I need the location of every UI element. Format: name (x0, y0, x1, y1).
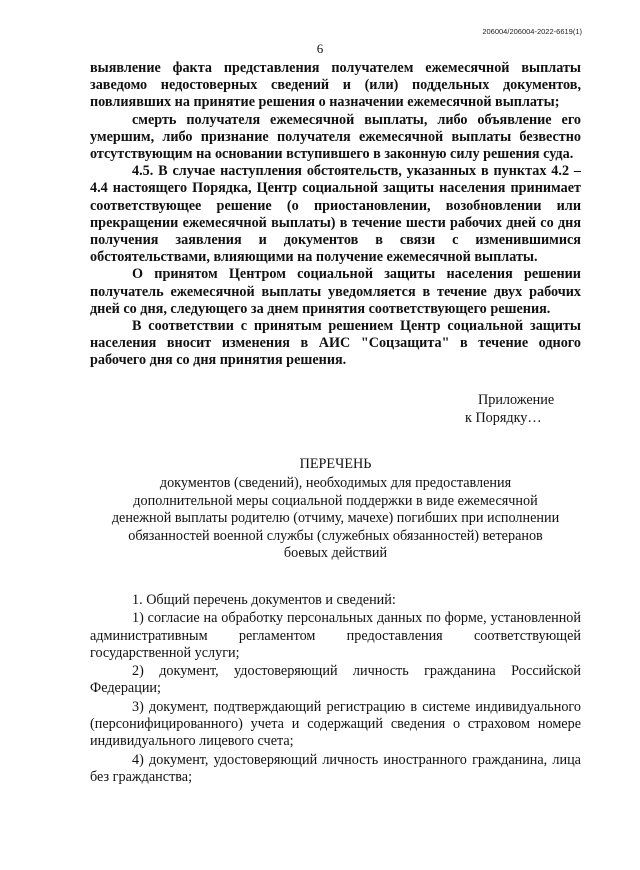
appendix-line: к Порядку… (465, 409, 542, 426)
list-subtitle-line: денежной выплаты родителю (отчиму, мачехе) погибших при исполнении (111, 510, 560, 527)
list-title (90, 456, 581, 562)
paragraph: 4.5. В случае наступления обстоятельств, указанных в пунктах 4.2 – 4.4 настоящего Порядка, Центр социальной защиты населения принимает соответствующее решение (о приостановлении, возобновлении или прекращении ежемесячной выплаты) в течение шести рабочих дней со дня получения заявления и документов в связи с изменившимися обстоятельствами, влияющими на получение ежемесячной выплаты. (90, 163, 581, 266)
document-list (90, 592, 581, 787)
list-item: 3) документ, подтверждающий регистрацию в системе индивидуального (персонифицированного) учета и содержащий сведения о страховом номере индивидуального лицевого счета; (90, 698, 581, 750)
list-item: 2) документ, удостоверяющий личность гражданина Российской Федерации; (90, 663, 581, 697)
list-item: 1) согласие на обработку персональных данных по форме, установленной административным регламентом предоставления соответствующей государственной услуги; (90, 610, 581, 661)
list-subtitle-line: боевых действий (283, 545, 388, 562)
list-subtitle-line: дополнительной меры социальной поддержки в виде ежемесячной (133, 492, 538, 509)
page-number: 6 (316, 41, 324, 56)
list-heading: ПЕРЕЧЕНЬ (299, 456, 372, 472)
document-code: 206004/206004-2022-6619(1) (482, 27, 582, 36)
list-subtitle-line: обязанностей военной службы (служебных обязанностей) ветеранов (128, 527, 543, 544)
paragraph: О принятом Центром социальной защиты населения решении получатель ежемесячной выплаты уведомляется в течение двух рабочих дней со дня, следующего за днем принятия соответствующего решения. (90, 266, 581, 317)
body-text (90, 60, 581, 370)
paragraph: В соответствии с принятым решением Центр социальной защиты населения вносит изменения в АИС "Соцзащита" в течение одного рабочего дня со дня принятия решения. (90, 318, 581, 369)
list-item: 1. Общий перечень документов и сведений: (132, 592, 396, 608)
list-subtitle-line: документов (сведений), необходимых для предоставления (159, 475, 512, 492)
appendix-line: Приложение (478, 392, 555, 408)
paragraph: выявление факта представления получателем ежемесячной выплаты заведомо недостоверных сведений и (или) поддельных документов, повлиявших на принятие решения о назначении ежемесячной выплаты; (90, 60, 581, 111)
appendix-reference (465, 392, 554, 427)
paragraph: смерть получателя ежемесячной выплаты, либо объявление его умершим, либо признание получателя ежемесячной выплаты безвестно отсутствующим на основании вступившего в законную силу решения суда. (90, 111, 581, 163)
list-item: 4) документ, удостоверяющий личность иностранного гражданина, лица без гражданства; (90, 751, 581, 785)
